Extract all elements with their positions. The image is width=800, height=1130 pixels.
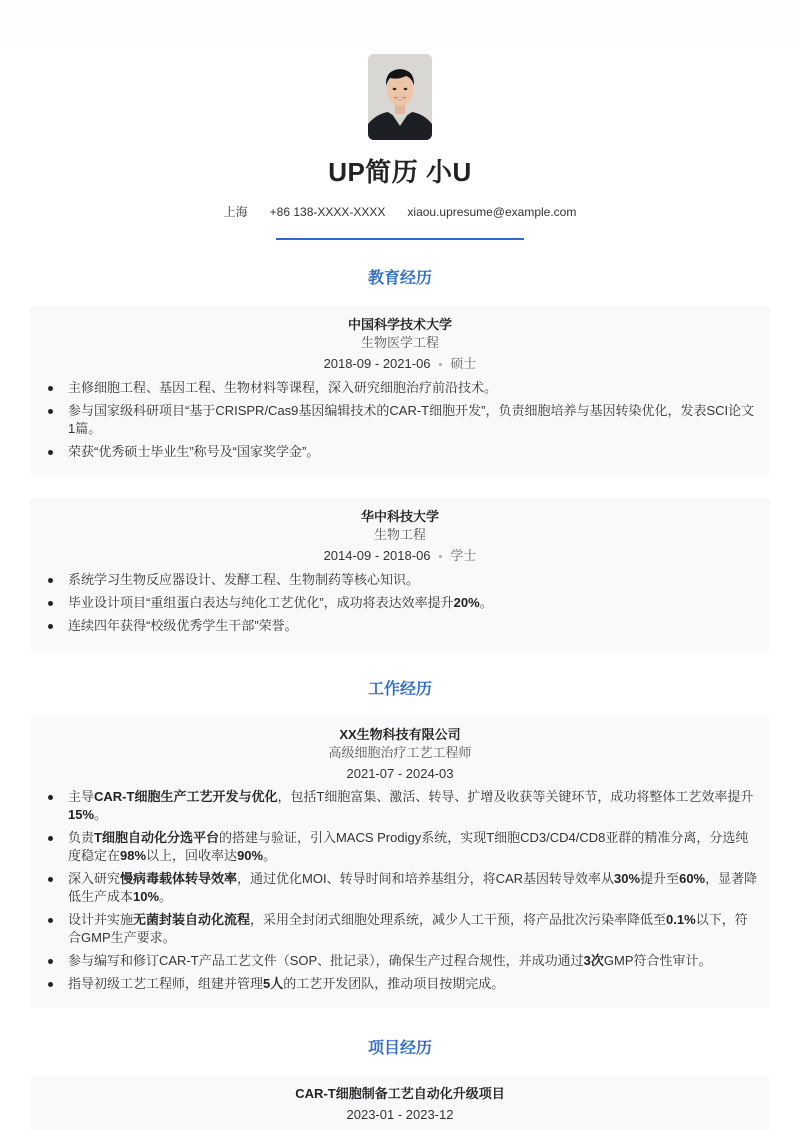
list-item bbox=[68, 829, 758, 865]
work-card bbox=[30, 716, 770, 1008]
list-item bbox=[68, 617, 758, 635]
separator-dot: • bbox=[438, 359, 443, 371]
highlight-text: 无菌封装自动化流程 bbox=[133, 912, 251, 927]
highlight-text: 20% bbox=[453, 595, 480, 610]
highlight-text: 慢病毒载体转导效率 bbox=[120, 871, 238, 886]
highlight-text: CAR-T细胞生产工艺开发与优化 bbox=[94, 789, 278, 804]
school-name: 华中科技大学 bbox=[360, 509, 439, 524]
bullet-text: 设计并实施 bbox=[68, 912, 134, 927]
project-card bbox=[30, 1075, 770, 1130]
bullet-text: 主修细胞工程、基因工程、生物材料等课程，深入研究细胞治疗前沿技术。 bbox=[68, 380, 498, 395]
contact-info bbox=[0, 204, 800, 220]
bullet-text: ，采用全封闭式细胞处理系统，减少人工干预，将产品批次污染率降低至 bbox=[250, 912, 667, 927]
bullet-list bbox=[30, 788, 770, 993]
bullet-list bbox=[30, 571, 770, 635]
bullet-text: 。 bbox=[159, 889, 173, 904]
candidate-name: UP简历 小U bbox=[328, 157, 472, 187]
school-name: 中国科学技术大学 bbox=[347, 317, 452, 332]
section-title-projects: 项目经历 bbox=[367, 1040, 432, 1057]
bullet-text: 系统学习生物反应器设计、发酵工程、生物制药等核心知识。 bbox=[68, 572, 420, 587]
bullet-text: 。 bbox=[479, 595, 493, 610]
list-item bbox=[68, 788, 758, 824]
degree-text: 学士 bbox=[450, 548, 477, 563]
list-item bbox=[68, 443, 758, 461]
bullet-text: 负责 bbox=[68, 830, 95, 845]
list-item bbox=[68, 402, 758, 438]
location-text: 上海 bbox=[223, 205, 248, 219]
bullet-text: 以上，回收率达 bbox=[146, 848, 238, 863]
list-item bbox=[68, 571, 758, 589]
bullet-text: 以下，符合GMP生产要求。 bbox=[68, 912, 748, 945]
list-item bbox=[68, 870, 758, 906]
highlight-text: 90% bbox=[237, 848, 264, 863]
section-title-education: 教育经历 bbox=[367, 270, 432, 287]
major-text: 生物医学工程 bbox=[360, 335, 439, 350]
profile-photo bbox=[368, 54, 432, 140]
highlight-text: 98% bbox=[120, 848, 147, 863]
bullet-list bbox=[30, 379, 770, 461]
period-text: 2023-01 - 2023-12 bbox=[346, 1107, 454, 1122]
bullet-text: 提升至 bbox=[640, 871, 680, 886]
list-item bbox=[68, 952, 758, 970]
highlight-text: T细胞自动化分选平台 bbox=[94, 830, 219, 845]
period-text: 2021-07 - 2024-03 bbox=[346, 766, 454, 781]
highlight-text: 15% bbox=[68, 807, 95, 822]
highlight-text: 3次 bbox=[583, 953, 604, 968]
highlight-text: 30% bbox=[614, 871, 641, 886]
bullet-text: ，包括T细胞富集、激活、转导、扩增及收获等关键环节，成功将整体工艺效率提升 bbox=[277, 789, 754, 804]
major-text: 生物工程 bbox=[373, 527, 426, 542]
highlight-text: 60% bbox=[679, 871, 706, 886]
bullet-text: GMP符合性审计。 bbox=[603, 953, 712, 968]
section-title-work: 工作经历 bbox=[367, 681, 432, 698]
header-divider bbox=[276, 238, 524, 240]
bullet-text: 。 bbox=[94, 807, 108, 822]
bullet-text: 参与编写和修订CAR-T产品工艺文件（SOP、批记录），确保生产过程合规性，并成功通过 bbox=[68, 953, 584, 968]
highlight-text: 0.1% bbox=[666, 912, 696, 927]
phone-text: +86 138-XXXX-XXXX bbox=[269, 205, 386, 219]
bullet-text: ，通过优化MOI、转导时间和培养基组分，将CAR基因转导效率从 bbox=[237, 871, 615, 886]
company-name: XX生物科技有限公司 bbox=[339, 727, 461, 742]
education-meta bbox=[30, 354, 770, 375]
bullet-text: 深入研究 bbox=[68, 871, 121, 886]
education-meta bbox=[30, 546, 770, 567]
position-text: 高级细胞治疗工艺工程师 bbox=[328, 745, 472, 760]
bullet-text: 的工艺开发团队，推动项目按期完成。 bbox=[283, 976, 505, 991]
education-card bbox=[30, 498, 770, 652]
separator-dot: • bbox=[438, 551, 443, 563]
bullet-text: 。 bbox=[263, 848, 277, 863]
bullet-text: 荣获“优秀硕士毕业生”称号及“国家奖学金”。 bbox=[68, 444, 320, 459]
list-item bbox=[68, 594, 758, 612]
list-item bbox=[68, 975, 758, 993]
bullet-text: 主导 bbox=[68, 789, 95, 804]
education-card bbox=[30, 306, 770, 476]
email-text: xiaou.upresume@example.com bbox=[407, 205, 577, 219]
bullet-text: 的搭建与验证，引入MACS Prodigy系统，实现T细胞CD3/CD4/CD8亚群的精准分离，分选纯度稳定在 bbox=[68, 830, 749, 863]
list-item bbox=[68, 911, 758, 947]
project-name: CAR-T细胞制备工艺自动化升级项目 bbox=[295, 1086, 505, 1101]
bullet-text: 参与国家级科研项目“基于CRISPR/Cas9基因编辑技术的CAR-T细胞开发”，负责细胞培养与基因转染优化，发表SCI论文1篇。 bbox=[68, 403, 755, 436]
list-item bbox=[68, 379, 758, 397]
period-text: 2018-09 - 2021-06 bbox=[323, 356, 431, 371]
highlight-text: 10% bbox=[133, 889, 160, 904]
bullet-text: 毕业设计项目“重组蛋白表达与纯化工艺优化”，成功将表达效率提升 bbox=[68, 595, 454, 610]
bullet-text: 连续四年获得“校级优秀学生干部”荣誉。 bbox=[68, 618, 298, 633]
degree-text: 硕士 bbox=[450, 356, 477, 371]
bullet-text: ，显著降低生产成本 bbox=[68, 871, 758, 904]
bullet-text: 指导初级工艺工程师，组建并管理 bbox=[68, 976, 264, 991]
portrait-photo-icon bbox=[368, 54, 432, 140]
highlight-text: 5人 bbox=[263, 976, 284, 991]
period-text: 2014-09 - 2018-06 bbox=[323, 548, 431, 563]
